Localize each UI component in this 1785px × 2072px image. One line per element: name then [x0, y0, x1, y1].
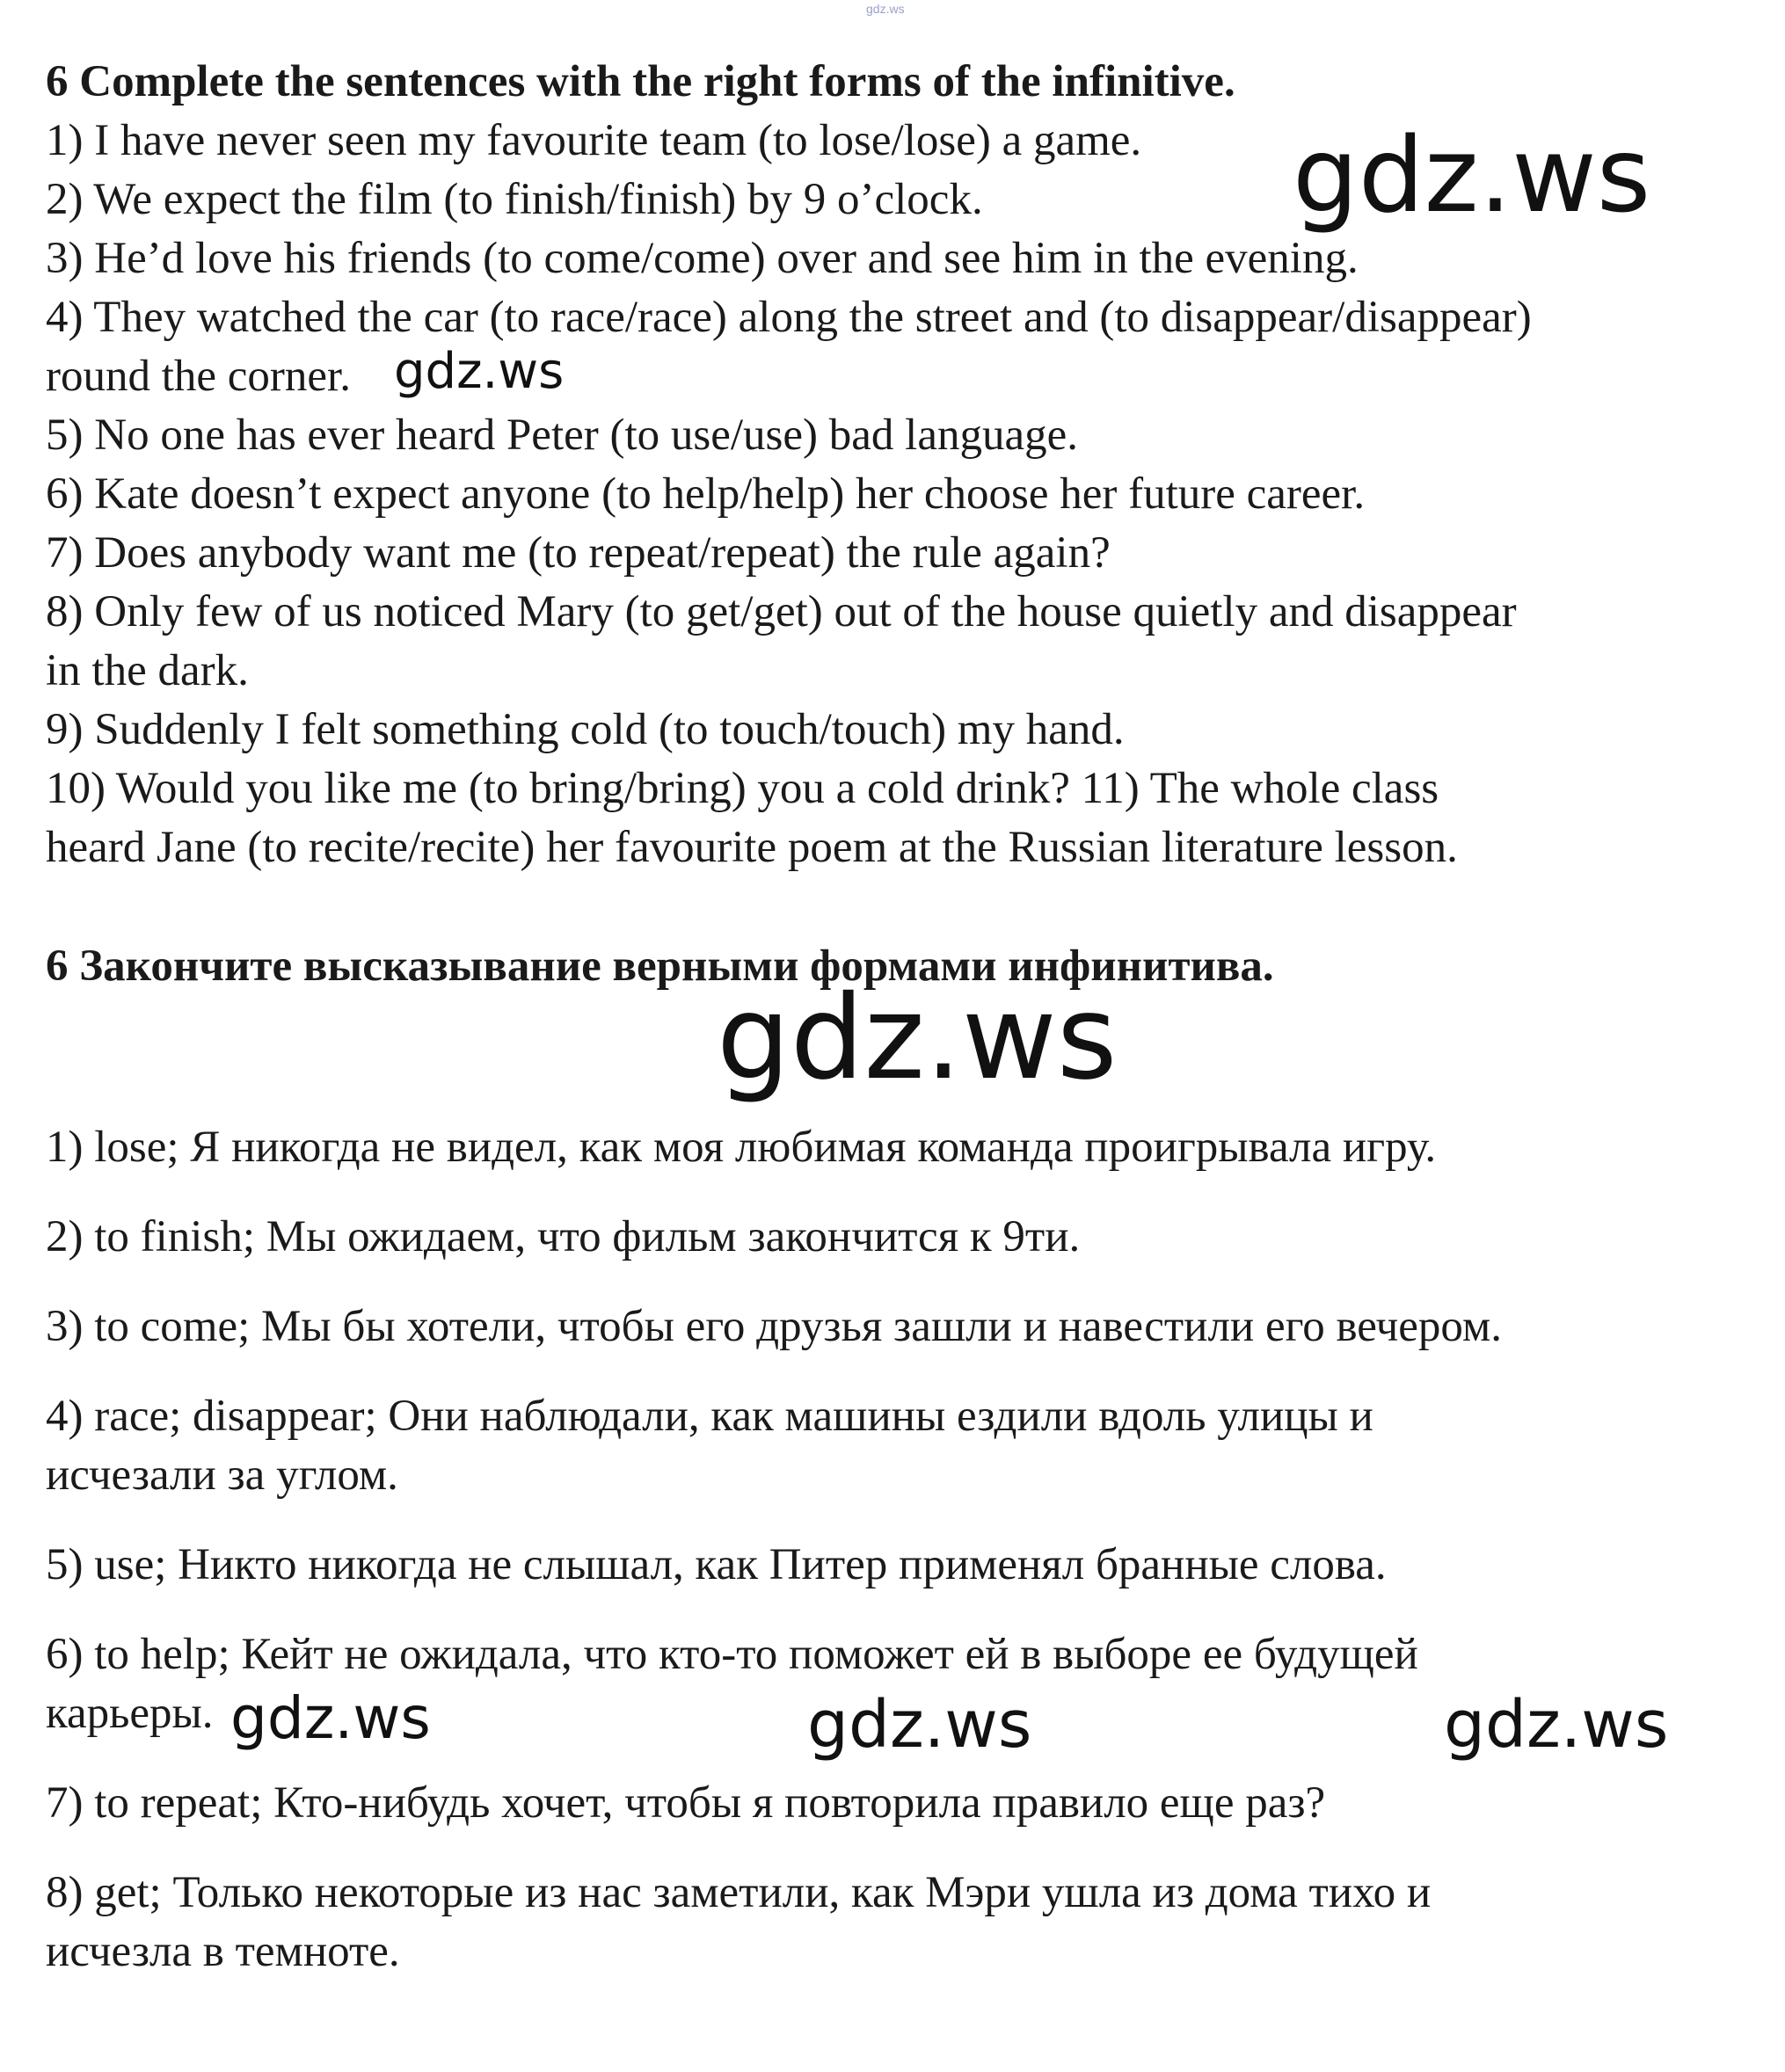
task-line: round the corner.: [46, 352, 351, 401]
task-line: in the dark.: [46, 646, 249, 695]
task-line: heard Jane (to recite/recite) her favourite poem at the Russian literature lesson.: [46, 823, 1458, 872]
watermark: gdz.ws: [1444, 1687, 1669, 1763]
answer-line: исчезали за углом.: [46, 1450, 398, 1500]
task-line: 4) They watched the car (to race/race) along the street and (to disappear/disappear): [46, 293, 1532, 342]
answer-line: 2) to finish; Мы ожидаем, что фильм закончится к 9ти.: [46, 1212, 1081, 1261]
task-line: 6) Kate doesn’t expect anyone (to help/help) her choose her future career.: [46, 469, 1366, 519]
answer-line: 6) to help; Кейт не ожидала, что кто-то поможет ей в выборе ее будущей: [46, 1630, 1418, 1679]
answer-line: 8) get; Только некоторые из нас заметили, как Мэри ушла из дома тихо и: [46, 1868, 1432, 1917]
task-heading: 6 Complete the sentences with the right forms of the infinitive.: [46, 57, 1235, 106]
answers-heading: 6 Закончите высказывание верными формами инфинитива.: [46, 941, 1274, 991]
top-watermark: gdz.ws: [866, 2, 905, 16]
watermark: gdz.ws: [394, 343, 565, 400]
answer-line: карьеры.: [46, 1689, 214, 1738]
task-line: 2) We expect the film (to finish/finish) by 9 o’clock.: [46, 175, 983, 224]
task-line: 7) Does anybody want me (to repeat/repeat) the rule again?: [46, 528, 1111, 578]
watermark: gdz.ws: [807, 1687, 1032, 1763]
task-line: 10) Would you like me (to bring/bring) you a cold drink? 11) The whole class: [46, 764, 1439, 813]
task-line: 5) No one has ever heard Peter (to use/use) bad language.: [46, 411, 1078, 460]
watermark: gdz.ws: [717, 971, 1118, 1106]
answer-line: исчезла в темноте.: [46, 1927, 400, 1976]
answer-line: 1) lose; Я никогда не видел, как моя любимая команда проигрывала игру.: [46, 1123, 1437, 1172]
task-line: 3) He’d love his friends (to come/come) over and see him in the evening.: [46, 234, 1359, 283]
answer-line: 5) use; Никто никогда не слышал, как Питер применял бранные слова.: [46, 1540, 1387, 1589]
watermark: gdz.ws: [1293, 114, 1651, 236]
answer-line: 7) to repeat; Кто-нибудь хочет, чтобы я повторила правило еще раз?: [46, 1778, 1326, 1828]
watermark: gdz.ws: [230, 1684, 431, 1752]
task-line: 9) Suddenly I felt something cold (to touch/touch) my hand.: [46, 705, 1125, 754]
answer-line: 4) race; disappear; Они наблюдали, как машины ездили вдоль улицы и: [46, 1392, 1373, 1441]
answer-line: 3) to come; Мы бы хотели, чтобы его друзья зашли и навестили его вечером.: [46, 1302, 1502, 1351]
task-line: 1) I have never seen my favourite team (to lose/lose) a game.: [46, 116, 1142, 165]
task-line: 8) Only few of us noticed Mary (to get/get) out of the house quietly and disappear: [46, 587, 1517, 636]
